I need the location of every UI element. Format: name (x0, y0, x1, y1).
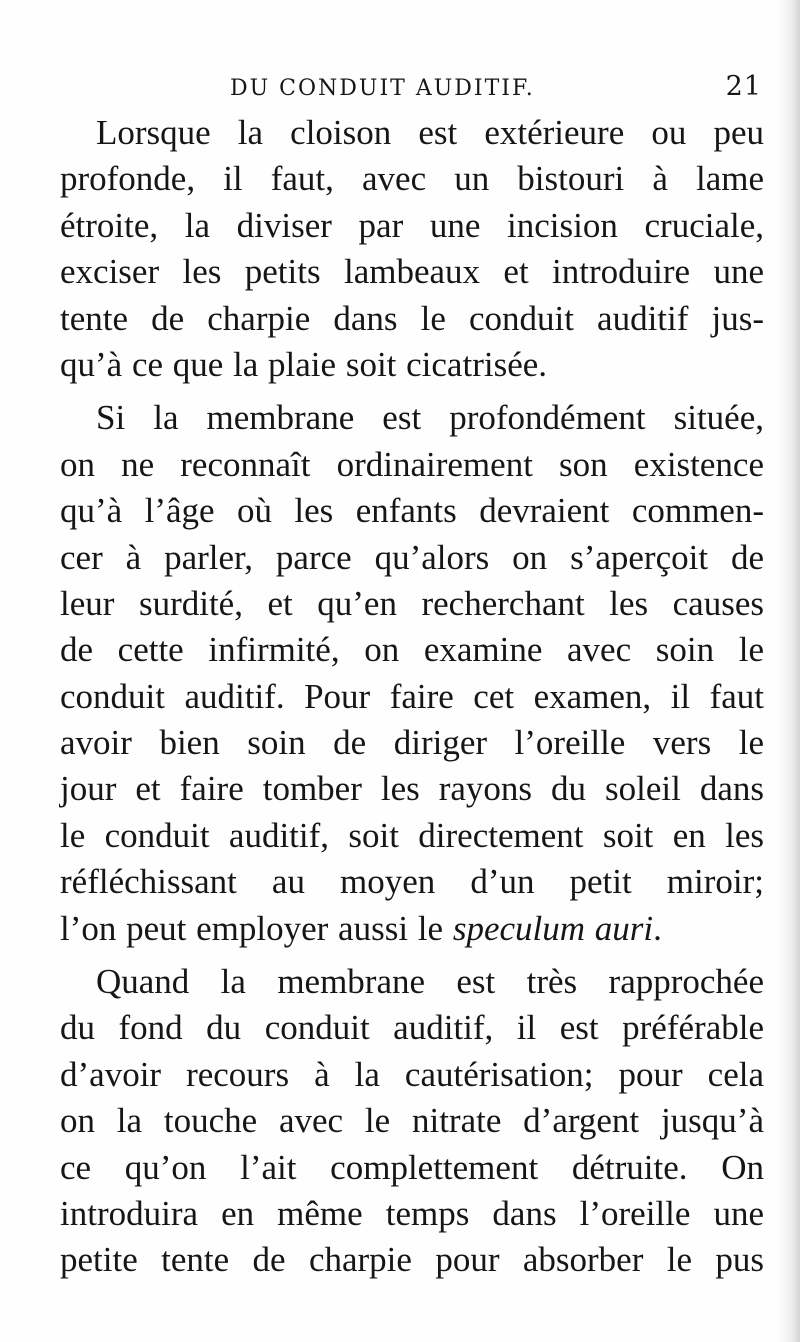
text-line: étroite, la diviser par une incision cruciale, (60, 205, 764, 245)
page-number: 21 (725, 71, 762, 102)
paragraph-1 (60, 110, 764, 388)
text-line: tente de charpie dans le conduit auditif jus- (60, 298, 764, 338)
text-line: on ne reconnaît ordinairement son existence (60, 444, 764, 484)
text-line: cer à parler, parce qu’alors on s’aperçoit de (60, 537, 764, 577)
text-line: réfléchissant au moyen d’un petit miroir; (60, 862, 764, 902)
line-suffix: . (653, 908, 662, 948)
text-line: petite tente de charpie pour absorber le pus (60, 1240, 764, 1280)
line-prefix: l’on peut employer aussi le (60, 908, 453, 948)
text-line: qu’à ce que la plaie soit cicatrisée. (60, 344, 548, 384)
text-line: le conduit auditif, soit directement soit en les (60, 815, 764, 855)
text-line: on la touche avec le nitrate d’argent jusqu’à (60, 1101, 764, 1141)
text-line: leur surdité, et qu’en recherchant les causes (60, 583, 764, 623)
text-line: conduit auditif. Pour faire cet examen, il faut (60, 676, 764, 716)
text-line: de cette infirmité, on examine avec soin le (60, 630, 764, 670)
text-line: du fond du conduit auditif, il est préférable (60, 1008, 764, 1048)
text-line: d’avoir recours à la cautérisation; pour cela (60, 1054, 764, 1094)
text-line: exciser les petits lambeaux et introduire une (60, 252, 764, 292)
text-line-with-italic (60, 906, 764, 952)
paragraph-2 (60, 395, 764, 952)
paragraph-3 (60, 959, 764, 1284)
running-header (60, 60, 764, 110)
text-line: qu’à l’âge où les enfants devraient commen- (60, 491, 764, 531)
text-line: ce qu’on l’ait complettement détruite. On (60, 1147, 764, 1187)
running-title: DU CONDUIT AUDITIF. (230, 76, 535, 101)
text-line: Lorsque la cloison est extérieure ou peu (96, 113, 764, 152)
text-line: Si la membrane est profondément située, (96, 398, 764, 438)
italic-term: speculum auri (452, 908, 654, 948)
text-line: Quand la membrane est très rapprochée (96, 962, 764, 1002)
text-line: introduira en même temps dans l’oreille une (60, 1193, 764, 1233)
text-line: profonde, il faut, avec un bistouri à lame (60, 159, 764, 199)
text-line: jour et faire tomber les rayons du soleil dans (60, 769, 764, 809)
text-line: avoir bien soin de diriger l’oreille vers le (60, 723, 764, 763)
page-edge-shadow (776, 0, 800, 1342)
